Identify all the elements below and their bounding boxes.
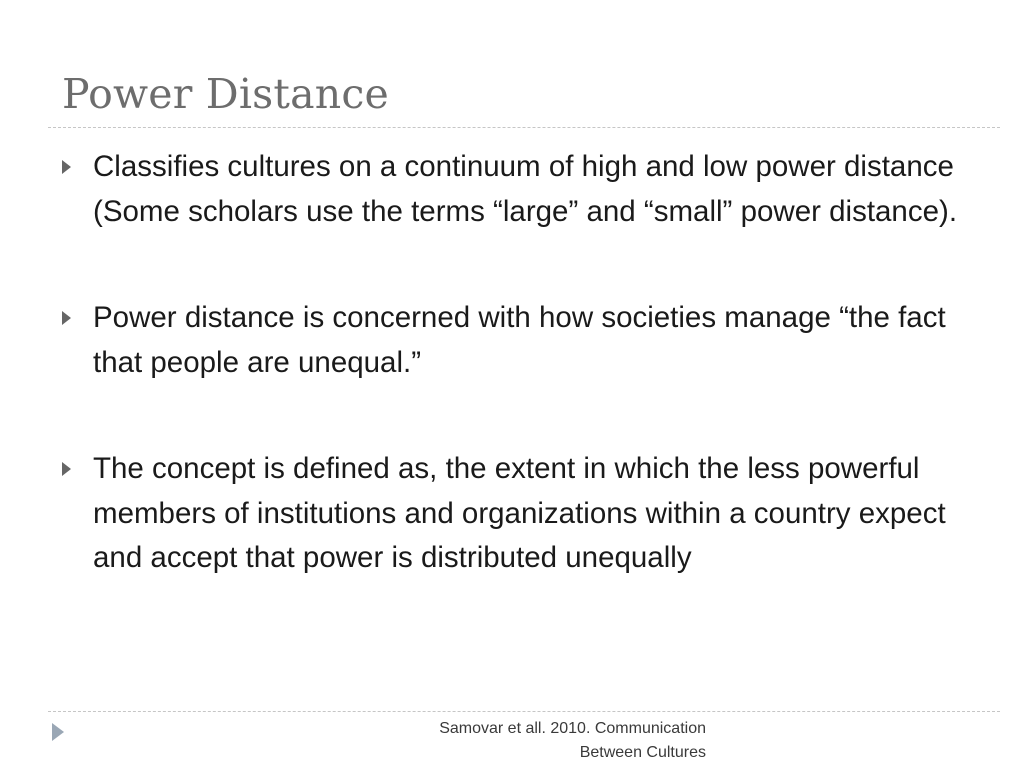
bullet-item: [60, 296, 980, 385]
triangle-right-icon: [62, 311, 71, 325]
footer-divider: [48, 711, 1000, 712]
bullet-text: Power distance is concerned with how societies manage “the fact that people are unequal.”: [93, 301, 946, 379]
bullet-list: [60, 145, 980, 581]
footer-line-1: Samovar et all. 2010. Communication: [439, 720, 706, 737]
slide-title: Power Distance: [62, 70, 389, 118]
play-arrow-icon[interactable]: [52, 723, 64, 741]
title-divider: [48, 127, 1000, 128]
footer-line-2: Between Cultures: [579, 744, 706, 761]
triangle-right-icon: [62, 462, 71, 476]
triangle-right-icon: [62, 160, 71, 174]
bullet-item: [60, 447, 980, 581]
bullet-item: [60, 145, 980, 234]
bullet-text: The concept is defined as, the extent in which the less powerful members of institutions and organizations within a country expect and accept that power is distributed unequally: [93, 452, 946, 574]
bullet-text: Classifies cultures on a continuum of high and low power distance (Some scholars use the terms “large” and “small” power distance).: [93, 150, 958, 228]
footer-citation: [380, 717, 706, 765]
